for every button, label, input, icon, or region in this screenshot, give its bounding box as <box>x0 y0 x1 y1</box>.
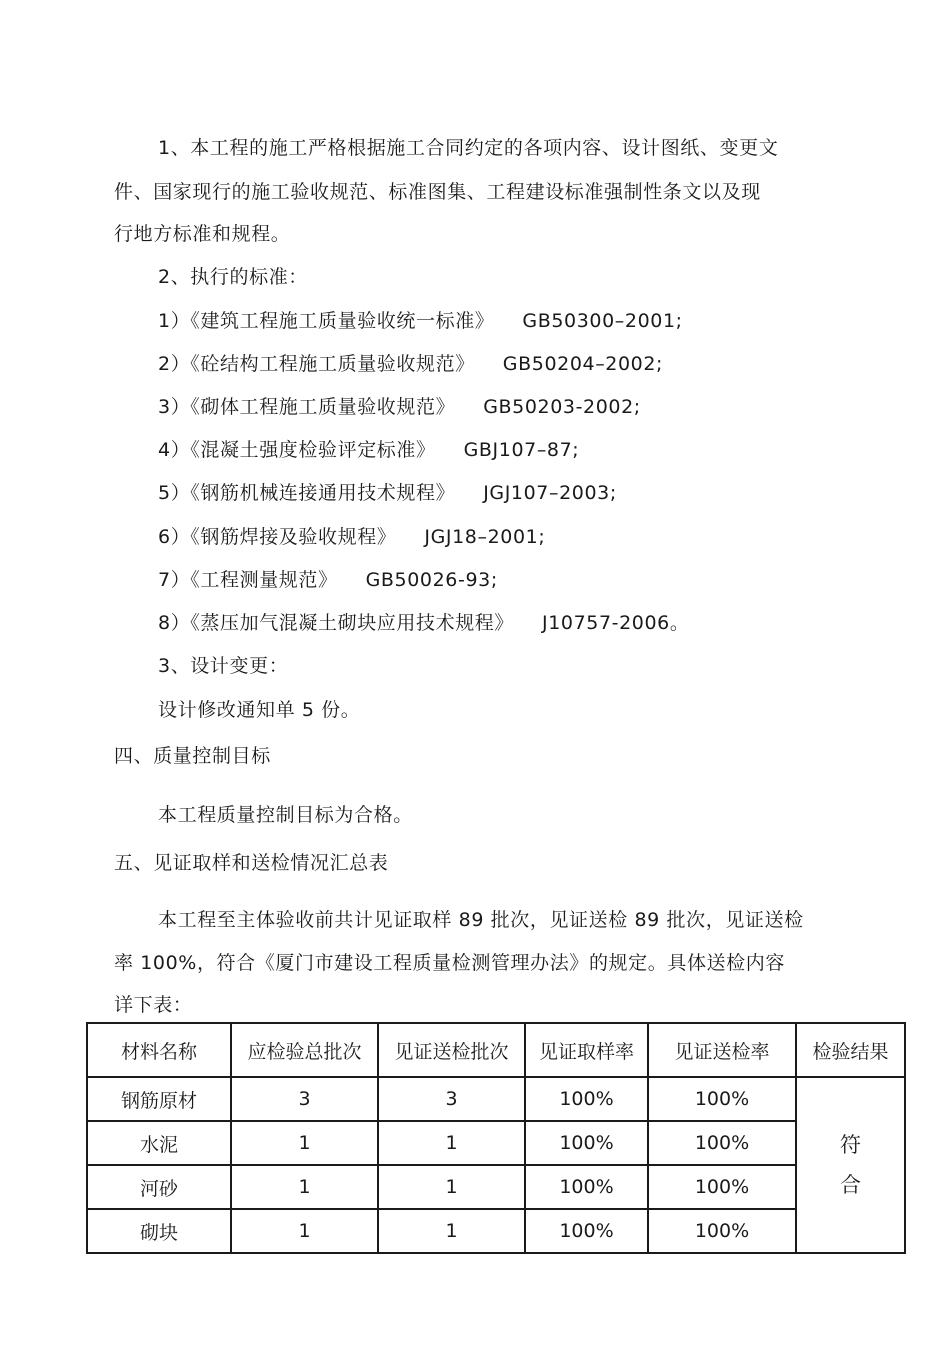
witness-batches-cell: 1 <box>378 1121 525 1165</box>
total-batches-cell: 1 <box>231 1121 378 1165</box>
standard-item <box>158 525 545 549</box>
result-char: 符 <box>840 1133 861 1157</box>
standard-item <box>158 309 683 333</box>
witness-batches-cell: 3 <box>378 1077 525 1121</box>
heading-standards: 2、执行的标准： <box>158 266 308 288</box>
paragraph-1-line-1: 1、本工程的施工严格根据施工合同约定的各项内容、设计图纸、变更文 <box>158 137 779 159</box>
material-cell: 砌块 <box>87 1209 231 1253</box>
material-cell: 钢筋原材 <box>87 1077 231 1121</box>
standard-name: 4）《混凝土强度检验评定标准》 <box>158 439 436 461</box>
standard-name: 7）《工程测量规范》 <box>158 569 338 591</box>
standard-name: 2）《砼结构工程施工质量验收规范》 <box>158 353 475 375</box>
standard-name: 6）《钢筋焊接及验收规程》 <box>158 526 397 548</box>
paragraph-1-line-2: 件、国家现行的施工验收规范、标准图集、工程建设标准强制性条文以及现 <box>114 181 761 203</box>
header-cell: 见证取样率 <box>525 1023 648 1077</box>
inspection-summary-table <box>86 1022 906 1254</box>
sampling-rate-cell: 100% <box>525 1209 648 1253</box>
total-batches-cell: 1 <box>231 1165 378 1209</box>
inspection-rate-cell: 100% <box>648 1165 796 1209</box>
section-4-title: 四、质量控制目标 <box>114 745 271 767</box>
standard-item <box>158 481 617 505</box>
section-5-line-3: 详下表： <box>114 994 193 1016</box>
material-cell: 河砂 <box>87 1165 231 1209</box>
witness-batches-cell: 1 <box>378 1165 525 1209</box>
header-cell: 见证送检批次 <box>378 1023 525 1077</box>
sampling-rate-cell: 100% <box>525 1121 648 1165</box>
standard-item <box>158 352 663 376</box>
section-5-line-1: 本工程至主体验收前共计见证取样 89 批次，见证送检 89 批次，见证送检 <box>158 909 804 931</box>
standard-code: JGJ107–2003; <box>483 482 617 504</box>
standard-code: J10757-2006。 <box>542 612 690 634</box>
header-cell: 检验结果 <box>796 1023 905 1077</box>
standard-item <box>158 611 689 635</box>
header-cell: 见证送检率 <box>648 1023 796 1077</box>
standard-item <box>158 438 579 462</box>
section-4-text: 本工程质量控制目标为合格。 <box>158 804 413 826</box>
table-row <box>87 1121 905 1165</box>
standard-code: GB50026-93; <box>365 569 498 591</box>
design-change-text: 设计修改通知单 5 份。 <box>158 699 361 721</box>
heading-design-change: 3、设计变更： <box>158 655 289 677</box>
material-cell: 水泥 <box>87 1121 231 1165</box>
standard-code: JGJ18–2001; <box>424 526 546 548</box>
sampling-rate-cell: 100% <box>525 1165 648 1209</box>
standard-item <box>158 568 498 592</box>
inspection-rate-cell: 100% <box>648 1209 796 1253</box>
standard-name: 1）《建筑工程施工质量验收统一标准》 <box>158 310 495 332</box>
header-cell: 材料名称 <box>87 1023 231 1077</box>
standard-code: GB50300–2001; <box>522 310 683 332</box>
section-5-line-2: 率 100%，符合《厦门市建设工程质量检测管理办法》的规定。具体送检内容 <box>114 952 785 974</box>
table-row <box>87 1077 905 1121</box>
total-batches-cell: 1 <box>231 1209 378 1253</box>
total-batches-cell: 3 <box>231 1077 378 1121</box>
inspection-rate-cell: 100% <box>648 1077 796 1121</box>
standard-name: 5）《钢筋机械连接通用技术规程》 <box>158 482 456 504</box>
standard-code: GB50203-2002; <box>483 396 641 418</box>
header-cell: 应检验总批次 <box>231 1023 378 1077</box>
sampling-rate-cell: 100% <box>525 1077 648 1121</box>
standard-code: GB50204–2002; <box>502 353 664 375</box>
standard-item <box>158 395 641 419</box>
standard-name: 3）《砌体工程施工质量验收规范》 <box>158 396 456 418</box>
table-row <box>87 1165 905 1209</box>
inspection-rate-cell: 100% <box>648 1121 796 1165</box>
section-5-title: 五、见证取样和送检情况汇总表 <box>114 852 389 874</box>
paragraph-1-line-3: 行地方标准和规程。 <box>114 223 291 245</box>
table-row <box>87 1209 905 1253</box>
standard-code: GBJ107–87; <box>463 439 580 461</box>
witness-batches-cell: 1 <box>378 1209 525 1253</box>
table-header-row <box>87 1023 905 1077</box>
standard-name: 8）《蒸压加气混凝土砌块应用技术规程》 <box>158 612 514 634</box>
result-char: 合 <box>840 1173 861 1197</box>
result-cell <box>796 1077 905 1253</box>
